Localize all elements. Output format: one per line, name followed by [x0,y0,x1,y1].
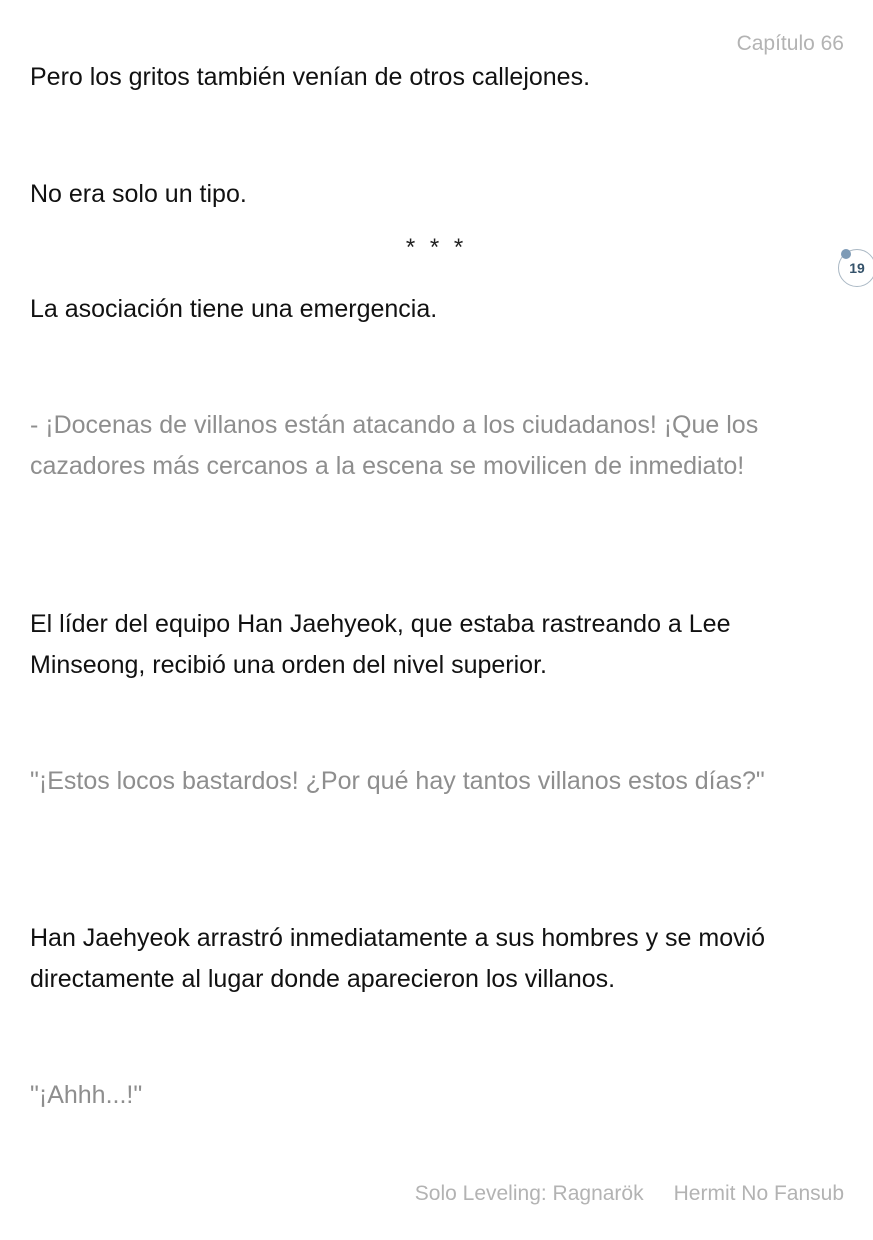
paragraph-3: La asociación tiene una emergencia. [30,295,438,323]
paragraph-4-dialogue: - ¡Docenas de villanos están atacando a los ciudadanos! ¡Que los cazadores más cercanos a la escena se movilicen de inmediato! [30,411,759,480]
page-number-badge[interactable]: 19 [838,249,873,287]
footer [415,1182,844,1206]
footer-credit: Hermit No Fansub [673,1182,844,1205]
paragraph-2: No era solo un tipo. [30,180,247,208]
paragraph-5: El líder del equipo Han Jaehyeok, que estaba rastreando a Lee Minseong, recibió una orden del nivel superior. [30,610,731,679]
paragraph-7: Han Jaehyeok arrastró inmediatamente a sus hombres y se movió directamente al lugar donde aparecieron los villanos. [30,924,766,993]
chapter-label: Capítulo 66 [736,32,844,55]
paragraph-6-dialogue: "¡Estos locos bastardos! ¿Por qué hay tantos villanos estos días?" [30,767,765,795]
paragraph-1: Pero los gritos también venían de otros callejones. [30,63,591,91]
badge-dot-icon [841,249,851,259]
paragraph-8-dialogue: "¡Ahhh...!" [30,1081,143,1109]
scene-separator: * * * [405,234,468,261]
footer-title: Solo Leveling: Ragnarök [414,1182,644,1205]
